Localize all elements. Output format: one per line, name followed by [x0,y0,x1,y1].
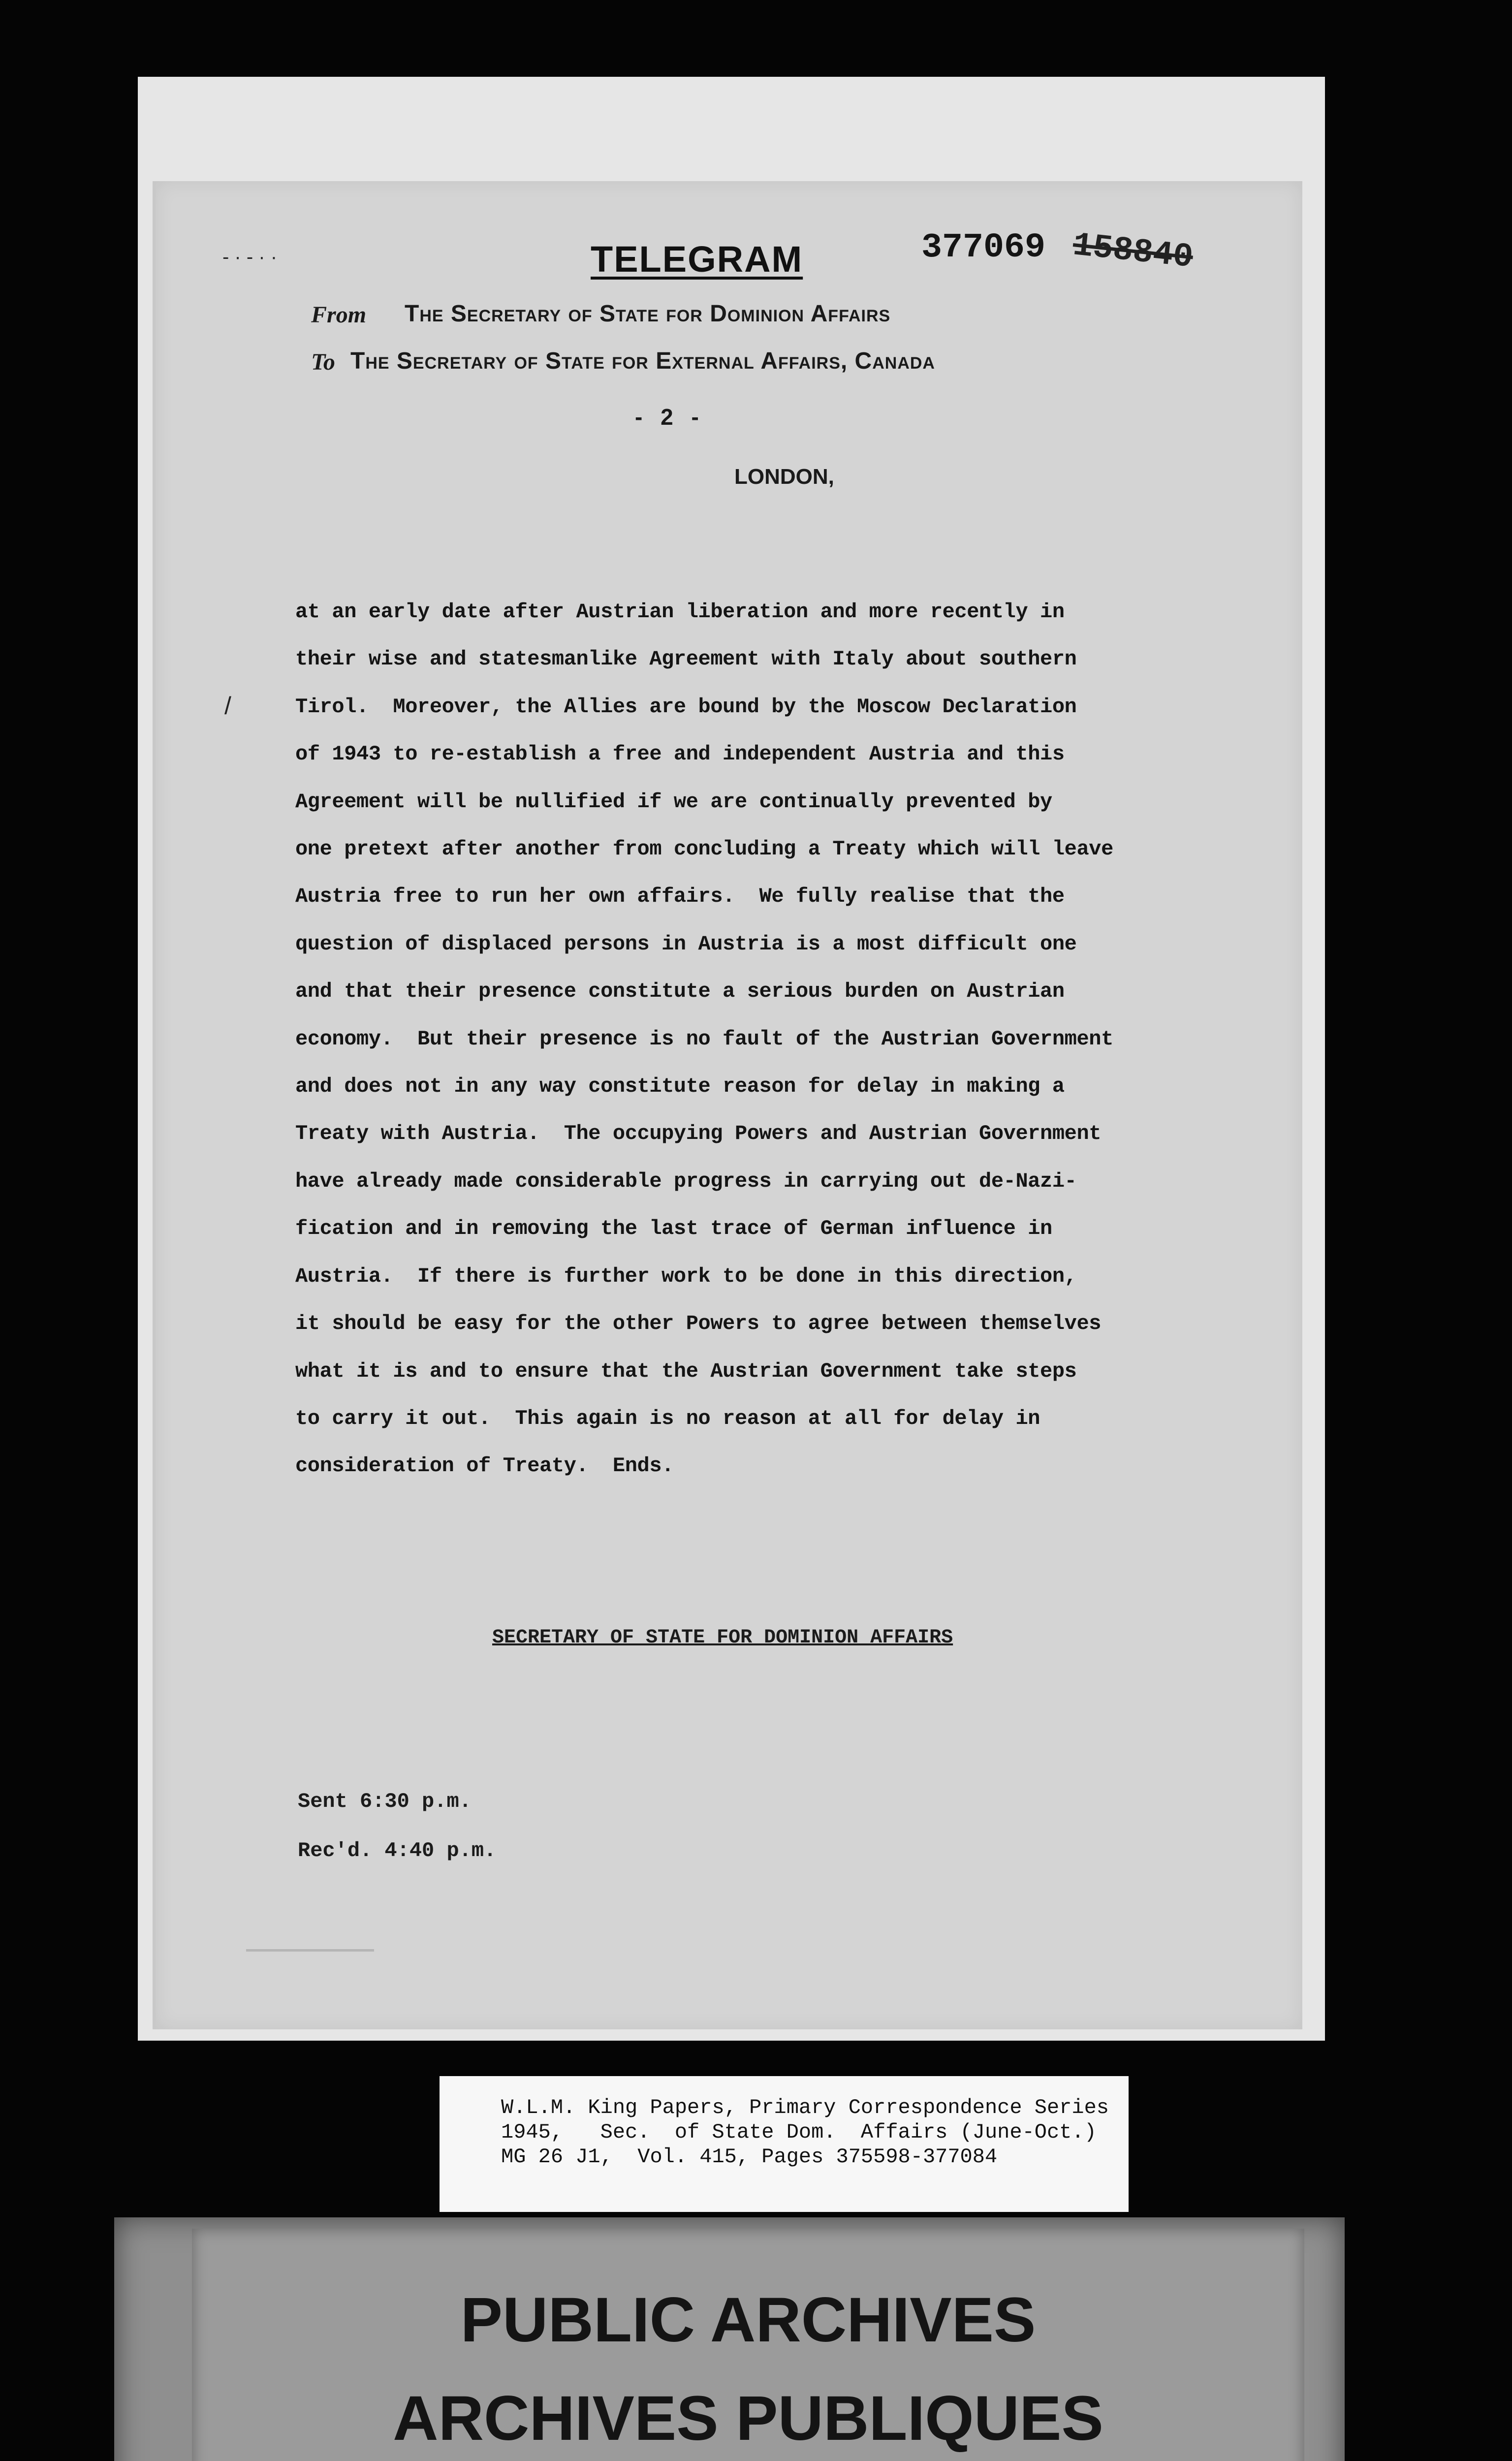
archive-line-english: PUBLIC ARCHIVES [460,2285,1036,2355]
faint-rule [246,1949,374,1952]
telegram-title: TELEGRAM [591,239,803,280]
body-line: consideration of Treaty. Ends. [295,1454,674,1478]
document-number: 377069 [921,228,1046,267]
ink-speck: / [224,692,231,720]
sent-time: Sent 6:30 p.m. [298,1790,472,1813]
place-of-origin: LONDON, [734,465,834,489]
struck-document-number: 158840 [1071,226,1195,277]
body-line: Treaty with Austria. The occupying Powers and Austrian Government [295,1122,1102,1146]
body-line: to carry it out. This again is no reason at all for delay in [295,1406,1040,1430]
to-label: To [311,349,335,375]
body-line: it should be easy for the other Powers to agree between themselves [295,1312,1102,1336]
body-line: their wise and statesmanlike Agreement with Italy about southern [295,647,1077,671]
reference-line: MG 26 J1, Vol. 415, Pages 375598-377084 [501,2145,998,2169]
body-line: Agreement will be nullified if we are continually prevented by [295,789,1052,814]
from-label: From [311,302,367,328]
archive-line-french: ARCHIVES PUBLIQUES [393,2383,1103,2454]
received-time: Rec'd. 4:40 p.m. [298,1839,497,1862]
signature-line: SECRETARY OF STATE FOR DOMINION AFFAIRS [492,1627,953,1649]
body-line: Tirol. Moreover, the Allies are bound by the Moscow Declaration [295,694,1077,719]
body-line: Austria free to run her own affairs. We fully realise that the [295,884,1065,909]
to-value: The Secretary of State for External Affairs, Canada [350,348,935,374]
telegram-body [295,588,1265,1490]
body-line: fication and in removing the last trace of German influence in [295,1217,1052,1241]
body-line: economy. But their presence is no fault of the Austrian Government [295,1027,1113,1051]
body-line: and does not in any way constitute reason for delay in making a [295,1074,1065,1099]
reference-line: W.L.M. King Papers, Primary Correspondence Series [501,2096,1109,2119]
page-marker: - 2 - [635,404,699,430]
body-line: one pretext after another from concluding a Treaty which will leave [295,837,1113,861]
reference-line: 1945, Sec. of State Dom. Affairs (June-Oct.) [501,2120,1097,2144]
from-value: The Secretary of State for Dominion Affairs [405,301,891,327]
body-line: have already made considerable progress in carrying out de-Nazi- [295,1169,1077,1193]
body-line: at an early date after Austrian liberation and more recently in [295,600,1065,624]
body-line: Austria. If there is further work to be done in this direction, [295,1264,1077,1288]
body-line: of 1943 to re-establish a free and independent Austria and this [295,742,1065,766]
ink-speck: - · - · · [222,246,278,268]
body-line: what it is and to ensure that the Austrian Government take steps [295,1359,1077,1383]
body-line: question of displaced persons in Austria is a most difficult one [295,932,1077,956]
body-line: and that their presence constitute a serious burden on Austrian [295,979,1065,1004]
